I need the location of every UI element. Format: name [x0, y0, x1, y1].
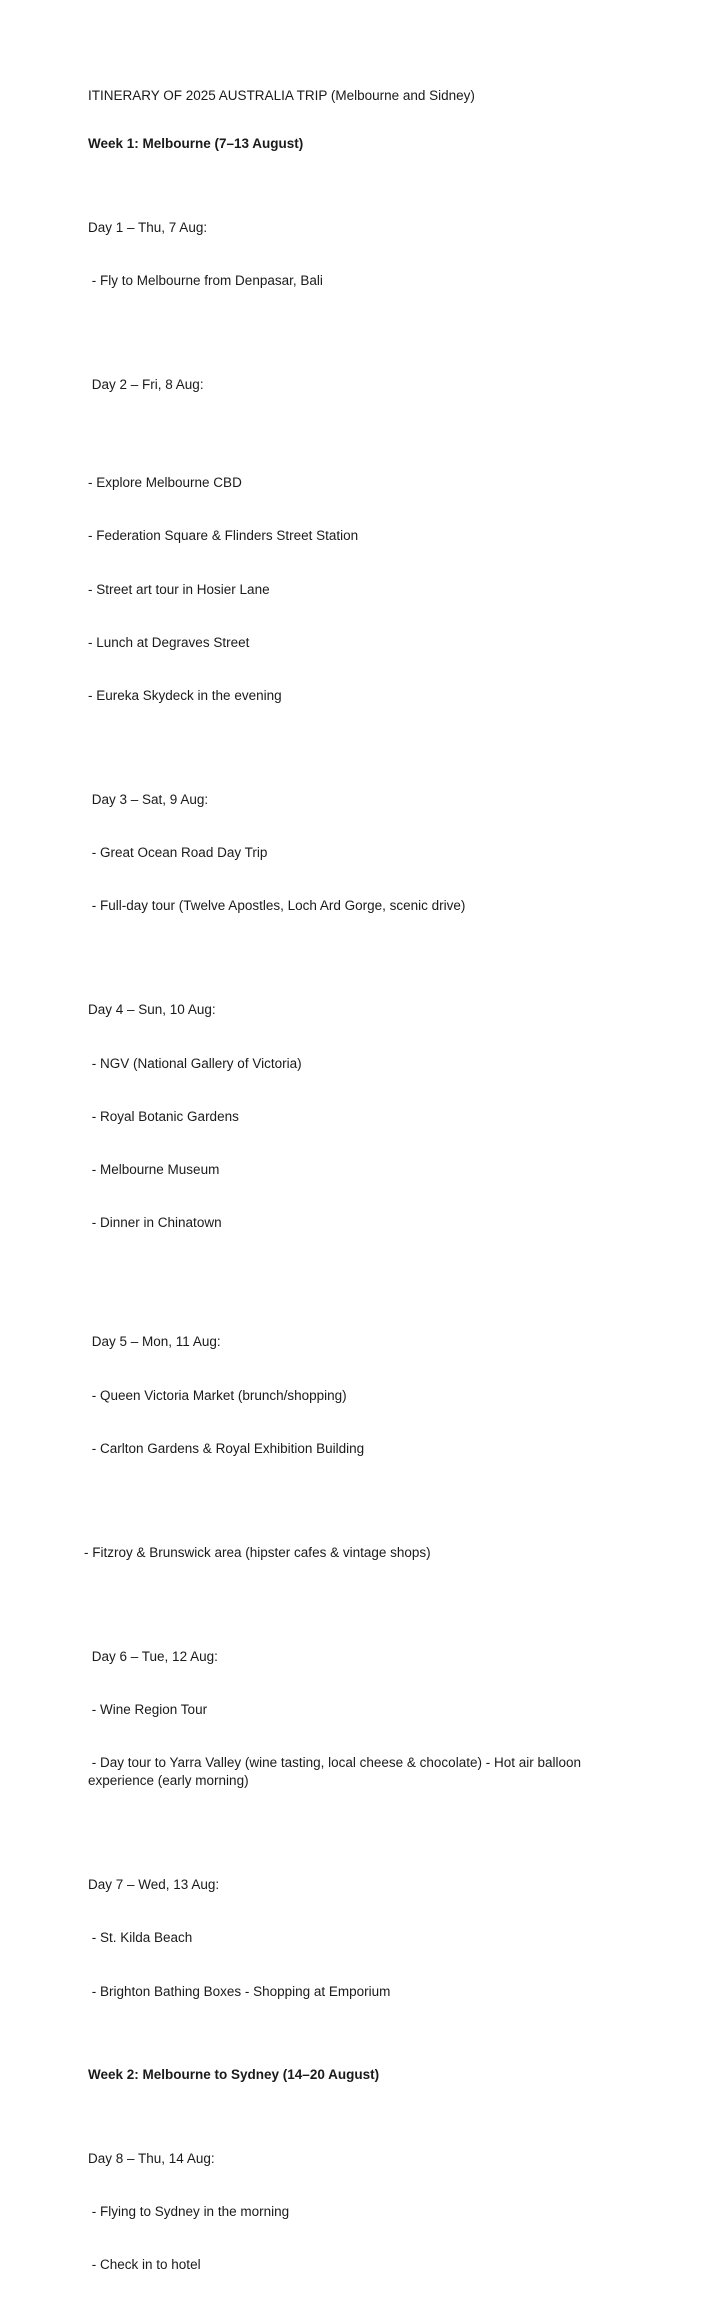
day-7-paragraph [88, 1841, 633, 2036]
week-1-heading: Week 1: Melbourne (7–13 August) [88, 136, 304, 152]
document-title: ITINERARY OF 2025 AUSTRALIA TRIP (Melbourne and Sidney) [88, 88, 475, 103]
day-4-item: - Dinner in Chinatown [88, 1215, 222, 1231]
day-4-item: - Melbourne Museum [88, 1162, 220, 1178]
day-4-paragraph [88, 966, 633, 1268]
day-2-items-paragraph [88, 439, 633, 741]
day-2-label-paragraph [88, 340, 633, 429]
itinerary-document [84, 87, 633, 2309]
day-6-item: - Wine Region Tour [88, 1702, 208, 1718]
day-5-extra-item-paragraph [84, 1508, 633, 1597]
day-5-item: - Fitzroy & Brunswick area (hipster cafes & vintage shops) [84, 1544, 431, 1560]
day-6-item: - Day tour to Yarra Valley (wine tasting, local cheese & chocolate) - Hot air balloon experience (early morning) [88, 1755, 585, 1789]
day-3-item: - Full-day tour (Twelve Apostles, Loch Ard Gorge, scenic drive) [88, 898, 466, 914]
day-8-label: Day 8 – Thu, 14 Aug: [88, 2150, 215, 2166]
day-5-item: - Queen Victoria Market (brunch/shopping) [88, 1387, 347, 1403]
day-3-label: Day 3 – Sat, 9 Aug: [88, 791, 209, 807]
day-4-label: Day 4 – Sun, 10 Aug: [88, 1002, 216, 1018]
day-2-item: - Eureka Skydeck in the evening [88, 688, 282, 704]
day-2-item: - Explore Melbourne CBD [88, 475, 242, 491]
day-8-item: - Flying to Sydney in the morning [88, 2203, 290, 2219]
day-2-item: - Street art tour in Hosier Lane [88, 581, 270, 597]
day-5-item: - Carlton Gardens & Royal Exhibition Building [88, 1440, 365, 1456]
day-2-label: Day 2 – Fri, 8 Aug: [88, 376, 204, 392]
day-5-label: Day 5 – Mon, 11 Aug: [88, 1334, 221, 1350]
day-7-item: - St. Kilda Beach [88, 1930, 193, 1946]
day-8-paragraph [88, 2114, 633, 2309]
day-6-paragraph [88, 1612, 633, 1825]
day-5-paragraph [88, 1298, 633, 1493]
day-1-paragraph [88, 183, 633, 325]
day-1-item: - Fly to Melbourne from Denpasar, Bali [88, 272, 323, 288]
day-4-item: - Royal Botanic Gardens [88, 1108, 239, 1124]
day-4-item: - NGV (National Gallery of Victoria) [88, 1055, 302, 1071]
day-8-item: - Check in to hotel [88, 2257, 201, 2273]
day-6-label: Day 6 – Tue, 12 Aug: [88, 1648, 218, 1664]
week-2-heading: Week 2: Melbourne to Sydney (14–20 August) [88, 2067, 380, 2083]
day-7-label: Day 7 – Wed, 13 Aug: [88, 1877, 220, 1893]
day-7-item: - Brighton Bathing Boxes - Shopping at Emporium [88, 1983, 391, 1999]
day-3-paragraph [88, 755, 633, 950]
day-1-label: Day 1 – Thu, 7 Aug: [88, 219, 208, 235]
day-2-item: - Lunch at Degraves Street [88, 634, 250, 650]
day-2-item: - Federation Square & Flinders Street Station [88, 528, 359, 544]
day-3-item: - Great Ocean Road Day Trip [88, 845, 268, 861]
